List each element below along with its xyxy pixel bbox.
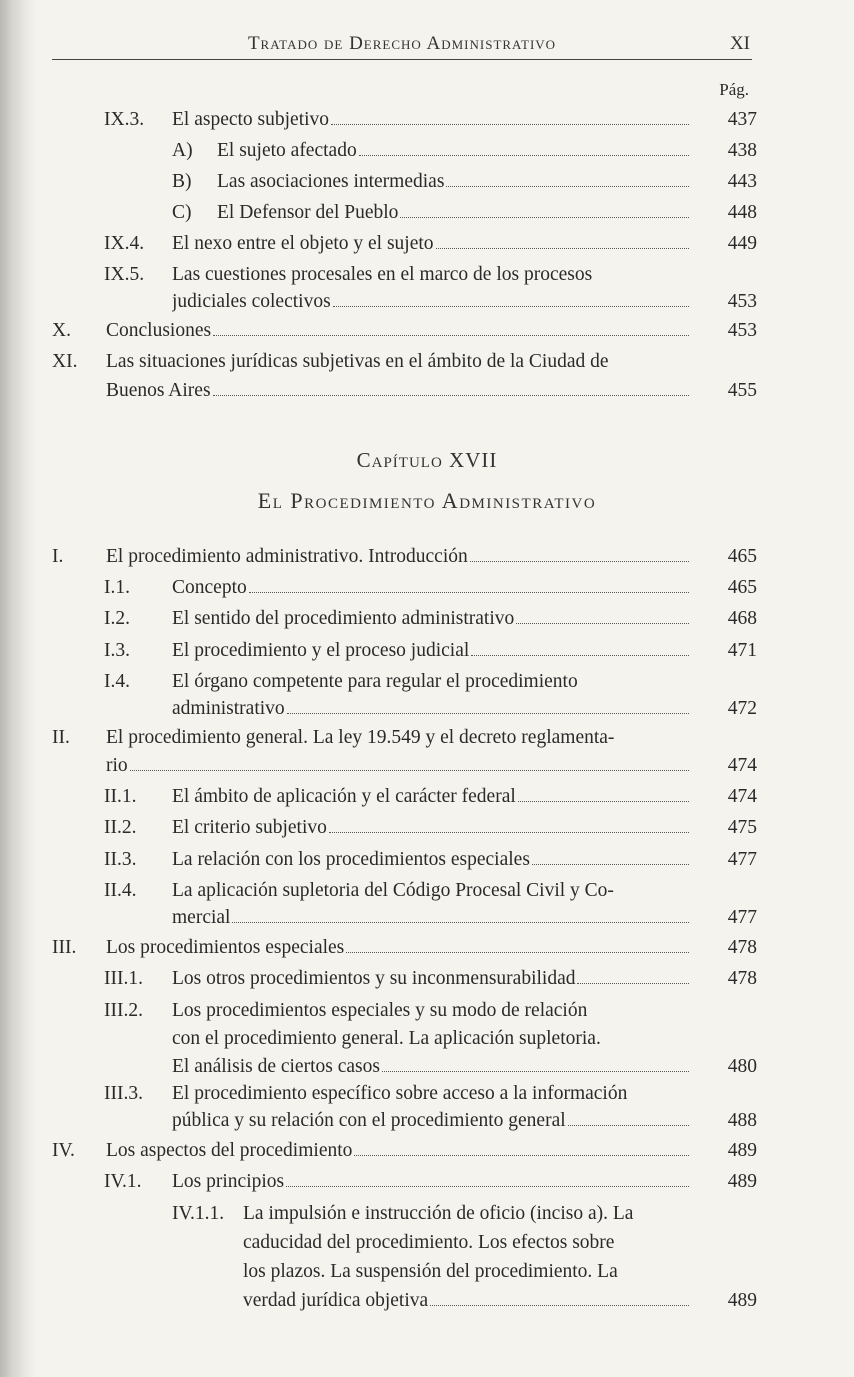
toc-entry-title-text: Conclusiones [106,320,212,341]
toc-entry-page-number: 448 [727,202,757,223]
toc-entry-title-line [172,965,692,993]
toc-entry-number: III.2. [104,1000,143,1021]
toc-entry-title-text: Concepto [172,577,247,598]
dot-leader [382,1066,689,1072]
toc-entry-number: IV. [52,1140,75,1161]
toc-entry-title-text: La impulsión e instrucción de oficio (inciso a). La [243,1203,634,1224]
toc-entry-number: IX.4. [104,233,145,254]
toc-entry-title-line [106,317,692,345]
toc-entry-title-text: El criterio subjetivo [172,817,327,838]
toc-entry-title-text: rio [106,755,128,776]
toc-entry-title-line [172,230,692,258]
dot-leader [518,796,689,802]
toc-entry-page-number: 471 [727,640,757,661]
toc-entry-number: I.2. [104,608,130,629]
toc-entry-number: II.2. [104,817,137,838]
toc-entry-number: III.1. [104,968,143,989]
toc-entry-title-line [106,724,692,752]
dot-leader [329,827,689,833]
toc-entry-title-text: judiciales colectivos [172,291,331,312]
running-header-title: Tratado de Derecho Administrativo [247,33,557,54]
toc-entry-title-line [172,1053,692,1081]
toc-entry-title-text: El sujeto afectado [217,140,357,161]
toc-entry-page-number: 437 [727,109,757,130]
toc-entry-number: II.4. [104,880,137,901]
toc-entry-title-text: El aspecto subjetivo [172,109,330,130]
toc-entry-title-text: El Defensor del Pueblo [217,202,399,223]
toc-entry-page-number: 468 [727,608,757,629]
toc-entry-page-number: 480 [727,1056,757,1077]
toc-entry-title-text: Las cuestiones procesales en el marco de los procesos [172,264,593,285]
toc-entry-title-text: La relación con los procedimientos especiales [172,849,530,870]
toc-entry-title-text: Buenos Aires [106,380,211,401]
toc-entry-title-line [172,1025,692,1053]
toc-entry-title-text: Los procedimientos especiales [106,937,345,958]
dot-leader [359,150,689,156]
toc-entry-title-text: Los aspectos del procedimiento [106,1140,353,1161]
toc-entry [0,637,854,668]
toc-entry [0,877,854,931]
toc-entry [0,199,854,230]
toc-entry [0,605,854,636]
toc-entry-title-line [106,348,692,376]
toc-entry [0,106,854,137]
toc-entry-number: I.4. [104,671,130,692]
dot-leader [286,1181,689,1187]
toc-entry-number: I. [52,546,64,567]
toc-entry-page-number: 478 [727,968,757,989]
dot-leader [333,301,689,307]
toc-entry [0,543,854,574]
toc-entry-title-text: los plazos. La suspensión del procedimiento. La [243,1261,618,1282]
toc-entry-title-text: pública y su relación con el procedimiento general [172,1110,566,1131]
toc-entry-title-line [172,106,692,134]
toc-entry-title-text: El procedimiento general. La ley 19.549 y el decreto reglamenta- [106,727,615,748]
chapter-title: El Procedimiento Administrativo [257,488,597,513]
toc-entry-page-number: 465 [727,546,757,567]
toc-entry-page-number: 443 [727,171,757,192]
toc-entry-page-number: 474 [727,755,757,776]
toc-entry-page-number: 455 [727,380,757,401]
toc-entry [0,317,854,348]
dot-leader [436,243,689,249]
dot-leader [568,1120,689,1126]
toc-entry-number: III.3. [104,1083,143,1104]
toc-entry-title-line [106,752,692,780]
toc-entry-title-text: verdad jurídica objetiva [243,1290,429,1311]
dot-leader [213,390,689,396]
toc-entry-number: IV.1. [104,1171,142,1192]
toc-entry-title-line [172,904,692,932]
toc-entry-title-line [217,137,692,165]
toc-entry-title-text: administrativo [172,698,285,719]
toc-entry-title-line [243,1258,692,1286]
toc-entry [0,724,854,780]
toc-entry-number: I.1. [104,577,130,598]
toc-entry-title-text: El sentido del procedimiento administrativo [172,608,515,629]
dot-leader [287,708,689,714]
toc-entry-title-text: La aplicación supletoria del Código Procesal Civil y Co- [172,880,614,901]
toc-entry-number: B) [172,171,192,192]
toc-entry-title-line [106,934,692,962]
toc-entry-title-text: El procedimiento administrativo. Introducción [106,546,468,567]
toc-entry-title-line [172,605,692,633]
toc-entry-title-line [243,1229,692,1257]
toc-entry-page-number: 478 [727,937,757,958]
toc-entry-number: II.3. [104,849,137,870]
dot-leader [471,650,689,656]
toc-entry-title-line [172,1080,692,1108]
toc-entry-title-line [172,997,692,1025]
toc-entry-page-number: 477 [727,907,757,928]
running-header [52,33,752,60]
toc-entry-page-number: 489 [727,1290,757,1311]
toc-entry-title-line [243,1287,692,1315]
toc-entry-title-line [172,814,692,842]
toc-entry-title-text: Los procedimientos especiales y su modo de relación [172,1000,588,1021]
toc-entry-title-text: El análisis de ciertos casos [172,1056,380,1077]
toc-entry-page-number: 449 [727,233,757,254]
toc-entry-number: IX.5. [104,264,145,285]
toc-entry-title-text: El nexo entre el objeto y el sujeto [172,233,434,254]
toc-entry-page-number: 474 [727,786,757,807]
toc-entry-title-text: caducidad del procedimiento. Los efectos sobre [243,1232,615,1253]
toc-entry-title-line [172,637,692,665]
toc-entry-title-text: El procedimiento y el proceso judicial [172,640,470,661]
dot-leader [430,1300,689,1306]
toc-entry-page-number: 488 [727,1110,757,1131]
toc-entry-page-number: 472 [727,698,757,719]
dot-leader [213,330,689,336]
toc-entry-title-line [172,1107,692,1135]
toc-entry [0,230,854,261]
toc-entry-title-line [217,168,692,196]
toc-entry-title-text: Los principios [172,1171,285,1192]
toc-entry-page-number: 453 [727,320,757,341]
toc-entry-number: I.3. [104,640,130,661]
toc-entry-number: X. [52,320,71,341]
toc-entry-title-line [172,846,692,874]
toc-entry [0,965,854,996]
toc-entry-number: II.1. [104,786,137,807]
toc-entry-title-line [172,668,692,696]
toc-entry [0,1200,854,1316]
toc-entry-number: III. [52,937,77,958]
toc-entry-title-line [106,1137,692,1165]
toc-entry-title-line [172,1168,692,1196]
toc-entry [0,934,854,965]
dot-leader [346,947,689,953]
toc-entry-title-line [217,199,692,227]
toc-entry-page-number: 489 [727,1171,757,1192]
dot-leader [331,119,689,125]
toc-entry-title-line [172,288,692,316]
toc-entry-title-line [172,261,692,289]
toc-entry-title-text: Los otros procedimientos y su inconmensurabilidad [172,968,576,989]
running-header-page-number: XI [729,33,750,54]
toc-entry [0,348,854,406]
toc-entry-page-number: 477 [727,849,757,870]
toc-entry-title-text: mercial [172,907,231,928]
dot-leader [400,212,689,218]
toc-entry-page-number: 438 [727,140,757,161]
toc-entry [0,668,854,722]
toc-entry [0,814,854,845]
toc-entry [0,261,854,315]
dot-leader [470,556,689,562]
dot-leader [232,917,689,923]
toc-entry-title-text: Las asociaciones intermedias [217,171,445,192]
toc-entry-number: XI. [52,351,78,372]
toc-entry-title-line [172,695,692,723]
dot-leader [446,181,689,187]
toc-entry-number: IV.1.1. [172,1203,225,1224]
toc-entry-title-text: El procedimiento específico sobre acceso a la información [172,1083,628,1104]
toc-entry-number: A) [172,140,193,161]
toc-entry-title-line [106,377,692,405]
toc-entry [0,1168,854,1199]
toc-entry-title-line [172,877,692,905]
toc-entry-title-line [106,543,692,571]
toc-entry-page-number: 465 [727,577,757,598]
chapter-number: Capítulo XVII [356,448,498,472]
toc-entry [0,168,854,199]
toc-entry-number: II. [52,727,70,748]
toc-entry [0,574,854,605]
toc-entry [0,137,854,168]
toc-entry-title-text: El ámbito de aplicación y el carácter federal [172,786,516,807]
toc-entry-title-text: Las situaciones jurídicas subjetivas en el ámbito de la Ciudad de [106,351,609,372]
toc-entry [0,997,854,1081]
toc-entry-page-number: 475 [727,817,757,838]
toc-entry [0,1137,854,1168]
toc-entry [0,1080,854,1134]
page-column-label: Pág. [719,80,749,99]
dot-leader [532,859,689,865]
toc-entry [0,783,854,814]
toc-entry [0,846,854,877]
toc-entry-title-text: El órgano competente para regular el procedimiento [172,671,578,692]
dot-leader [130,765,689,771]
toc-entry-number: IX.3. [104,109,145,130]
toc-entry-page-number: 489 [727,1140,757,1161]
toc-entry-title-line [172,783,692,811]
dot-leader [516,618,689,624]
dot-leader [249,587,689,593]
toc-entry-page-number: 453 [727,291,757,312]
toc-entry-title-line [243,1200,692,1228]
toc-entry-title-line [172,574,692,602]
dot-leader [577,978,689,984]
toc-entry-number: C) [172,202,192,223]
dot-leader [354,1150,689,1156]
toc-entry-title-text: con el procedimiento general. La aplicación supletoria. [172,1028,601,1049]
